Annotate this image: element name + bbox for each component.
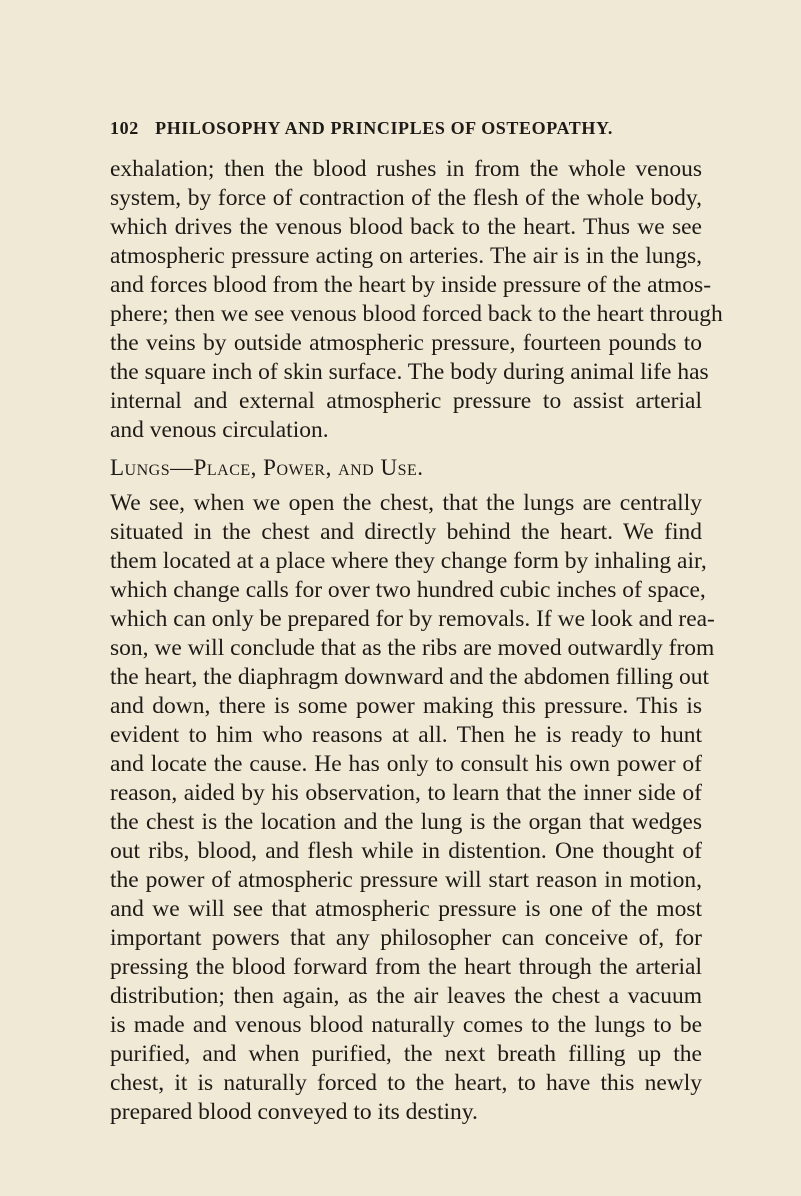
text-line: exhalation; then the blood rushes in from the whole venous — [110, 156, 702, 182]
text-line: phere; then we see venous blood forced back to the heart through — [110, 301, 723, 327]
paragraph-exhalation — [110, 155, 723, 445]
text-line: the heart, the diaphragm downward and the abdomen filling out — [110, 664, 710, 690]
text-line: which can only be prepared for by removals. If we look and rea- — [110, 606, 715, 632]
text-line: them located at a place where they change form by inhaling air, — [110, 548, 707, 574]
text-line: the veins by outside atmospheric pressure, fourteen pounds to — [110, 330, 702, 356]
text-line: We see, when we open the chest, that the lungs are centrally — [110, 490, 702, 516]
text-line: situated in the chest and directly behind the heart. We find — [110, 519, 702, 545]
section-heading: Lungs—Place, Power, and Use. — [110, 455, 424, 480]
page-number: 102 — [110, 118, 139, 138]
text-line: and we will see that atmospheric pressure is one of the most — [110, 896, 702, 922]
text-line: prepared blood conveyed to its destiny. — [110, 1099, 478, 1125]
text-line: distribution; then again, as the air leaves the chest a vacuum — [110, 983, 702, 1009]
text-line: which drives the venous blood back to the heart. Thus we see — [110, 214, 702, 240]
text-line: and venous circulation. — [110, 417, 329, 443]
page-header-title: PHILOSOPHY AND PRINCIPLES OF OSTEOPATHY. — [155, 118, 614, 138]
text-line: pressing the blood forward from the heart through the arterial — [110, 954, 702, 980]
text-line: and down, there is some power making this pressure. This is — [110, 693, 702, 719]
text-line: chest, it is naturally forced to the heart, to have this newly — [110, 1070, 702, 1096]
text-line: the square inch of skin surface. The body during animal life has — [110, 359, 709, 385]
body-text — [110, 155, 723, 1127]
text-line: evident to him who reasons at all. Then he is ready to hunt — [110, 722, 702, 748]
text-line: the power of atmospheric pressure will start reason in motion, — [110, 867, 702, 893]
text-line: purified, and when purified, the next breath filling up the — [110, 1041, 702, 1067]
text-line: and forces blood from the heart by inside pressure of the atmos- — [110, 272, 712, 298]
text-line: which change calls for over two hundred cubic inches of space, — [110, 577, 706, 603]
text-line: internal and external atmospheric pressure to assist arterial — [110, 388, 702, 414]
text-line: and locate the cause. He has only to consult his own power of — [110, 751, 702, 777]
running-header — [110, 118, 710, 139]
paragraph-lungs — [110, 489, 715, 1127]
text-line: is made and venous blood naturally comes to the lungs to be — [110, 1012, 702, 1038]
text-line: atmospheric pressure acting on arteries. The air is in the lungs, — [110, 243, 702, 269]
text-line: out ribs, blood, and flesh while in distention. One thought of — [110, 838, 702, 864]
text-line: important powers that any philosopher can conceive of, for — [110, 925, 702, 951]
text-line: reason, aided by his observation, to learn that the inner side of — [110, 780, 702, 806]
text-line: son, we will conclude that as the ribs are moved outwardly from — [110, 635, 715, 661]
text-line: system, by force of contraction of the flesh of the whole body, — [110, 185, 702, 211]
text-line: the chest is the location and the lung is the organ that wedges — [110, 809, 702, 835]
